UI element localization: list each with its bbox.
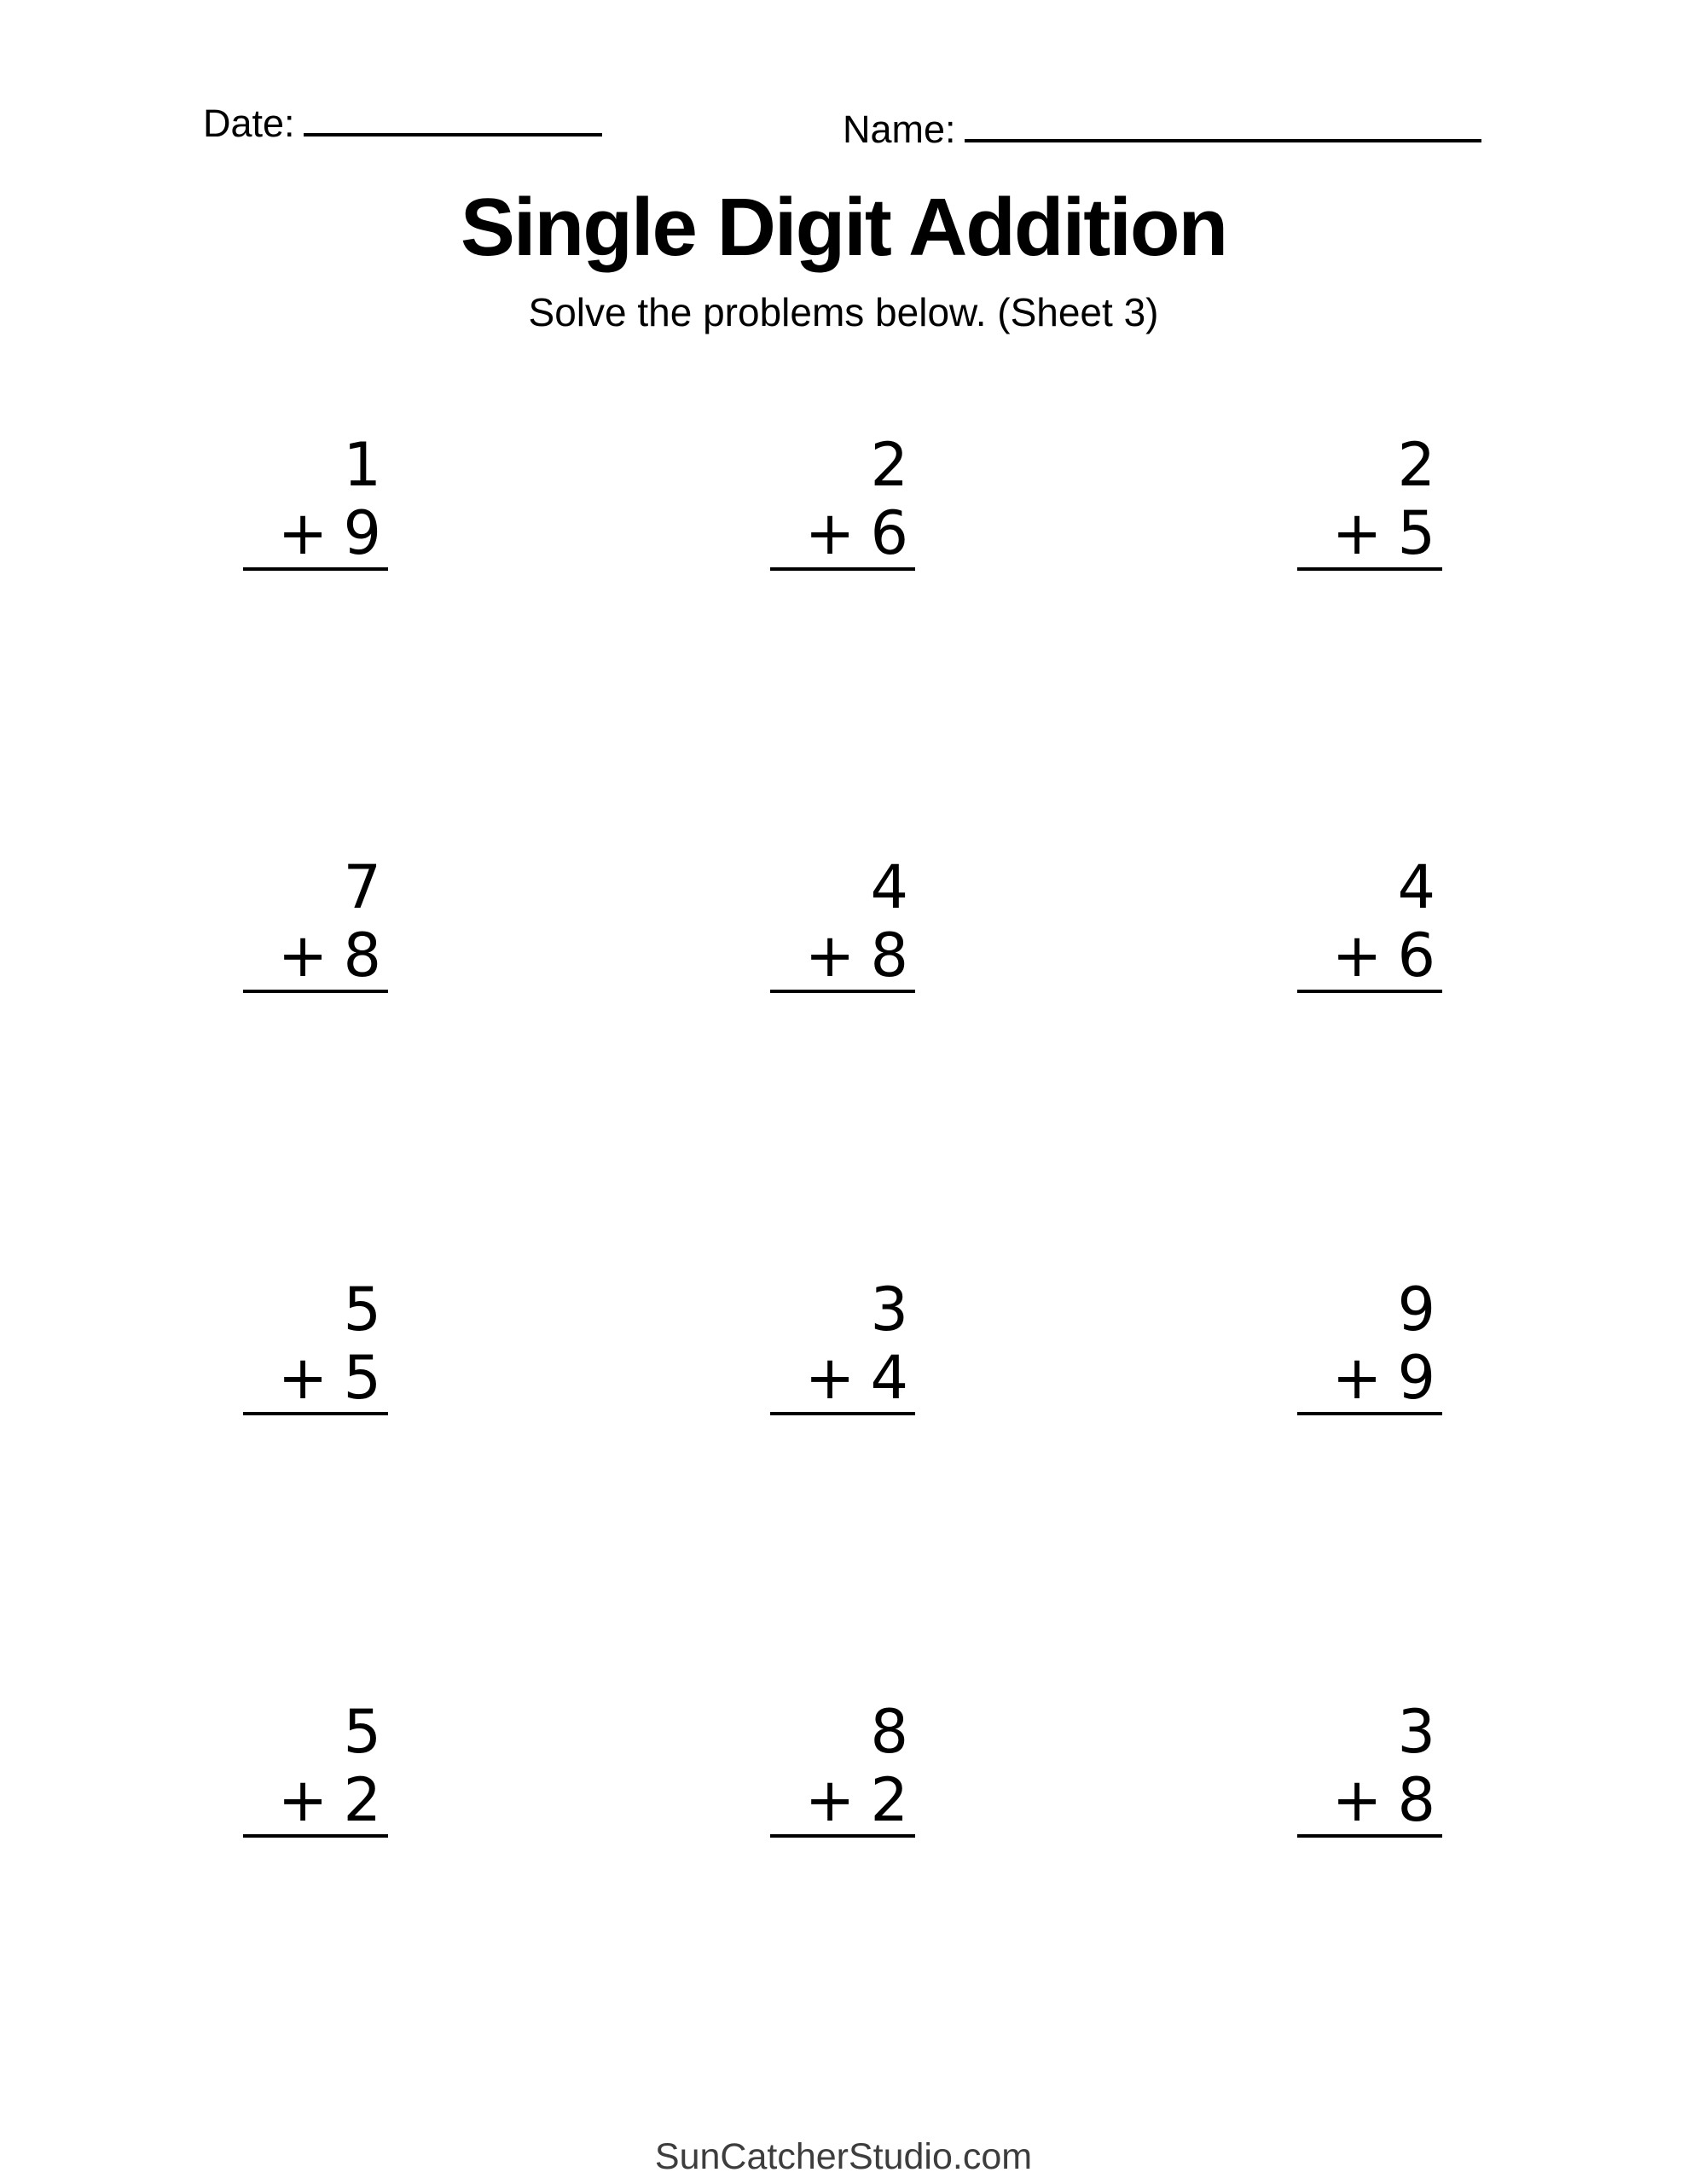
name-write-line [965,139,1481,142]
plus-operator: + [804,1343,855,1413]
page-subtitle: Solve the problems below. (Sheet 3) [528,290,1159,334]
addend-bottom: 4 [870,1343,908,1413]
addend-bottom-row [1297,1766,1435,1834]
addend-bottom: 9 [1397,1343,1435,1413]
addend-bottom: 6 [870,498,908,568]
date-field [203,102,602,146]
addend-bottom: 5 [343,1343,381,1413]
addend-top: 3 [1397,1697,1435,1767]
addend-bottom-row [770,499,908,567]
addend-bottom-row [770,1766,908,1834]
addend-top: 4 [870,852,908,922]
name-label: Name: [843,107,956,151]
addition-problem-11 [770,1698,915,1838]
footer-website: SunCatcherStudio.com [654,2136,1033,2177]
addend-bottom: 8 [1397,1765,1435,1835]
addend-bottom-row [243,921,381,990]
addend-top: 5 [343,1275,381,1345]
addend-bottom-row [770,1344,908,1412]
addend-top: 2 [870,430,908,500]
plus-operator: + [1331,1343,1383,1413]
addend-top: 4 [1397,852,1435,922]
addend-bottom-row [243,1766,381,1834]
name-field [843,107,1481,152]
plus-operator: + [1331,1765,1383,1835]
addition-problem-2 [770,431,915,571]
addend-top: 9 [1397,1275,1435,1345]
addition-problem-5 [770,853,915,993]
plus-operator: + [277,498,328,568]
addition-problem-10 [243,1698,388,1838]
addend-bottom: 2 [870,1765,908,1835]
addition-problem-7 [243,1275,388,1415]
addend-bottom: 5 [1397,498,1435,568]
addition-problem-1 [243,431,388,571]
addend-top: 1 [343,430,381,500]
addition-problem-3 [1297,431,1442,571]
addend-bottom-row [770,921,908,990]
plus-operator: + [804,1765,855,1835]
plus-operator: + [1331,498,1383,568]
plus-operator: + [804,921,855,990]
addend-bottom-row [1297,921,1435,990]
addend-bottom: 9 [343,498,381,568]
addition-problem-8 [770,1275,915,1415]
addend-bottom-row [243,1344,381,1412]
addend-top: 8 [870,1697,908,1767]
plus-operator: + [277,1343,328,1413]
addend-top: 2 [1397,430,1435,500]
plus-operator: + [277,921,328,990]
plus-operator: + [277,1765,328,1835]
addend-top: 7 [343,852,381,922]
addend-bottom-row [1297,499,1435,567]
date-label: Date: [203,102,295,145]
addition-problem-12 [1297,1698,1442,1838]
addition-problem-4 [243,853,388,993]
addition-problem-9 [1297,1275,1442,1415]
plus-operator: + [804,498,855,568]
plus-operator: + [1331,921,1383,990]
addend-bottom: 2 [343,1765,381,1835]
addend-bottom: 8 [870,921,908,990]
addend-top: 3 [870,1275,908,1345]
addition-problem-6 [1297,853,1442,993]
problems-grid [52,431,1633,1838]
addend-top: 5 [343,1697,381,1767]
page-title: Single Digit Addition [460,182,1227,273]
addend-bottom: 6 [1397,921,1435,990]
addend-bottom-row [1297,1344,1435,1412]
date-write-line [304,133,602,136]
addend-bottom: 8 [343,921,381,990]
addend-bottom-row [243,499,381,567]
